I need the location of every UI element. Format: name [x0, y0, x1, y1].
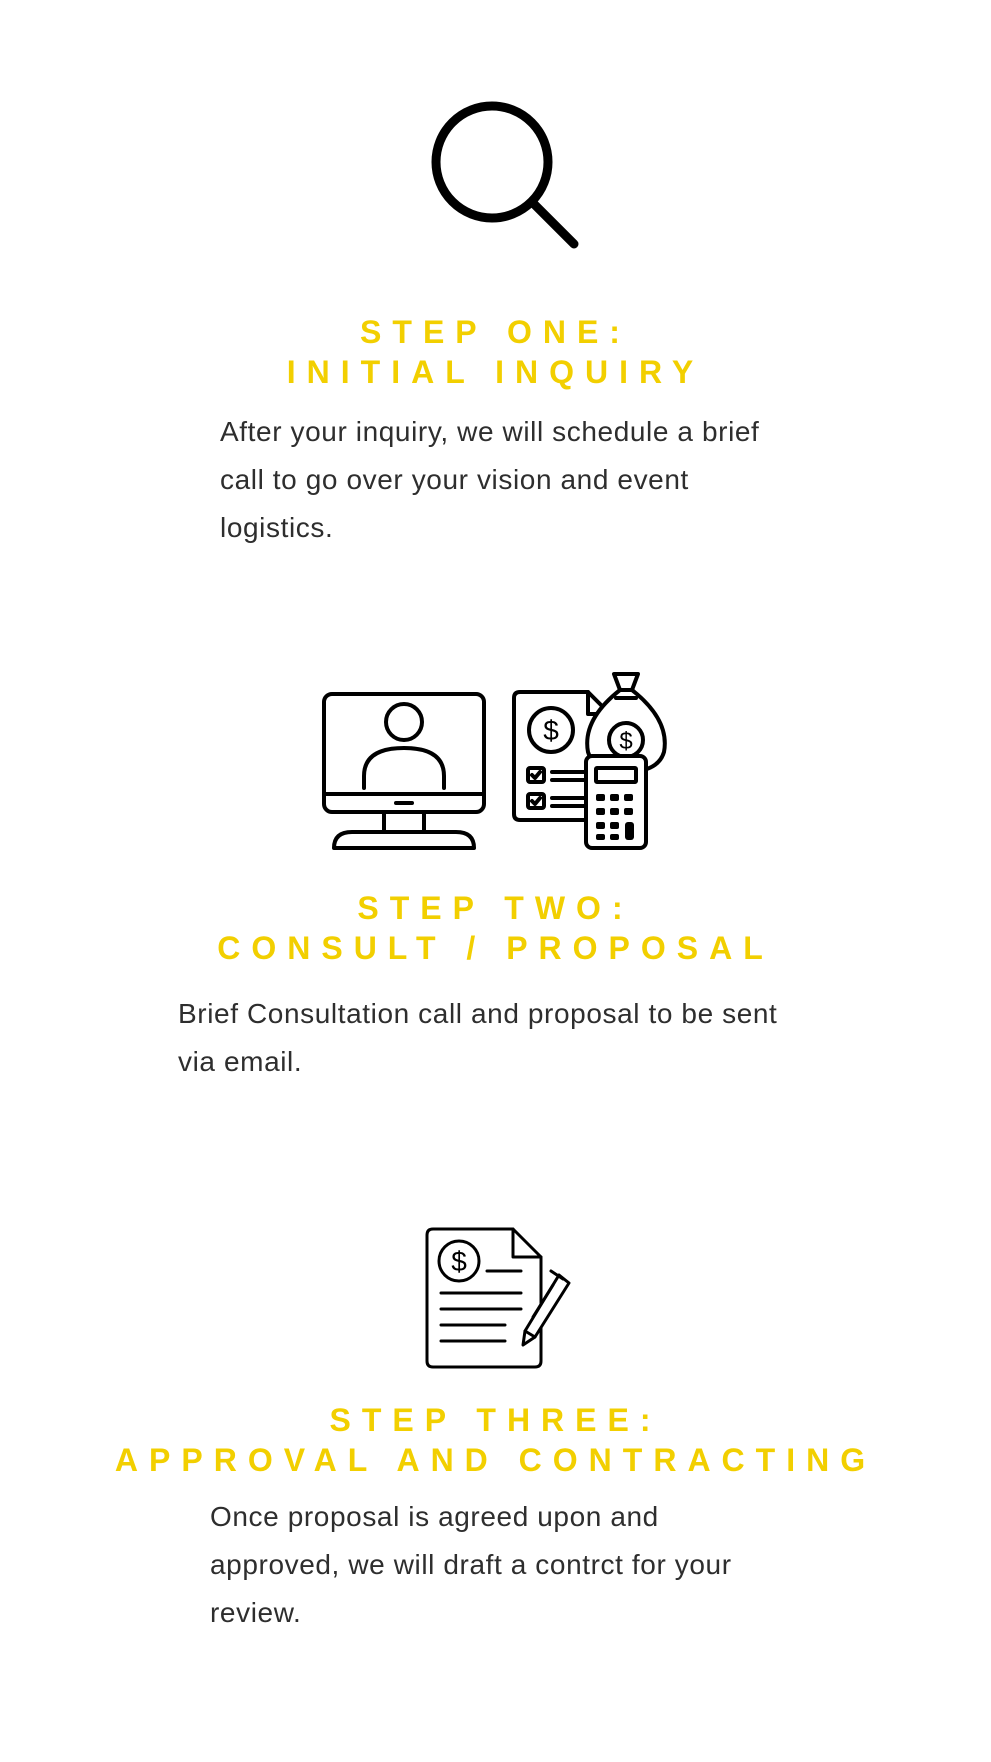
- step-three-title-line1: STEP THREE:: [329, 1402, 662, 1438]
- step-two-title-line2: CONSULT / PROPOSAL: [217, 930, 774, 966]
- step-one-title-line2: INITIAL INQUIRY: [286, 354, 705, 390]
- step-one-title: [0, 312, 991, 392]
- pencil-icon: [523, 1271, 569, 1345]
- signed-invoice-contract-icon: [425, 1225, 575, 1375]
- step-two-description: Brief Consultation call and proposal to be sent via email.: [178, 998, 778, 1077]
- video-call-monitor-icon: [324, 694, 484, 848]
- svg-text:$: $: [451, 1246, 467, 1277]
- step-three-description: Once proposal is agreed upon and approved, we will draft a contrct for your review.: [210, 1501, 732, 1628]
- step-one-title-line1: STEP ONE:: [360, 314, 631, 350]
- step-three-title: [0, 1400, 991, 1480]
- magnifying-glass-icon: [425, 95, 585, 255]
- step-three-title-line2: APPROVAL AND CONTRACTING: [114, 1442, 877, 1478]
- step-two-title: [0, 888, 991, 968]
- svg-text:$: $: [543, 715, 559, 746]
- video-call-and-budget-calculator-icon: [320, 670, 680, 860]
- step-two-title-line1: STEP TWO:: [357, 890, 634, 926]
- svg-text:$: $: [619, 728, 633, 755]
- step-one-description: After your inquiry, we will schedule a brief call to go over your vision and event logistics.: [220, 416, 760, 543]
